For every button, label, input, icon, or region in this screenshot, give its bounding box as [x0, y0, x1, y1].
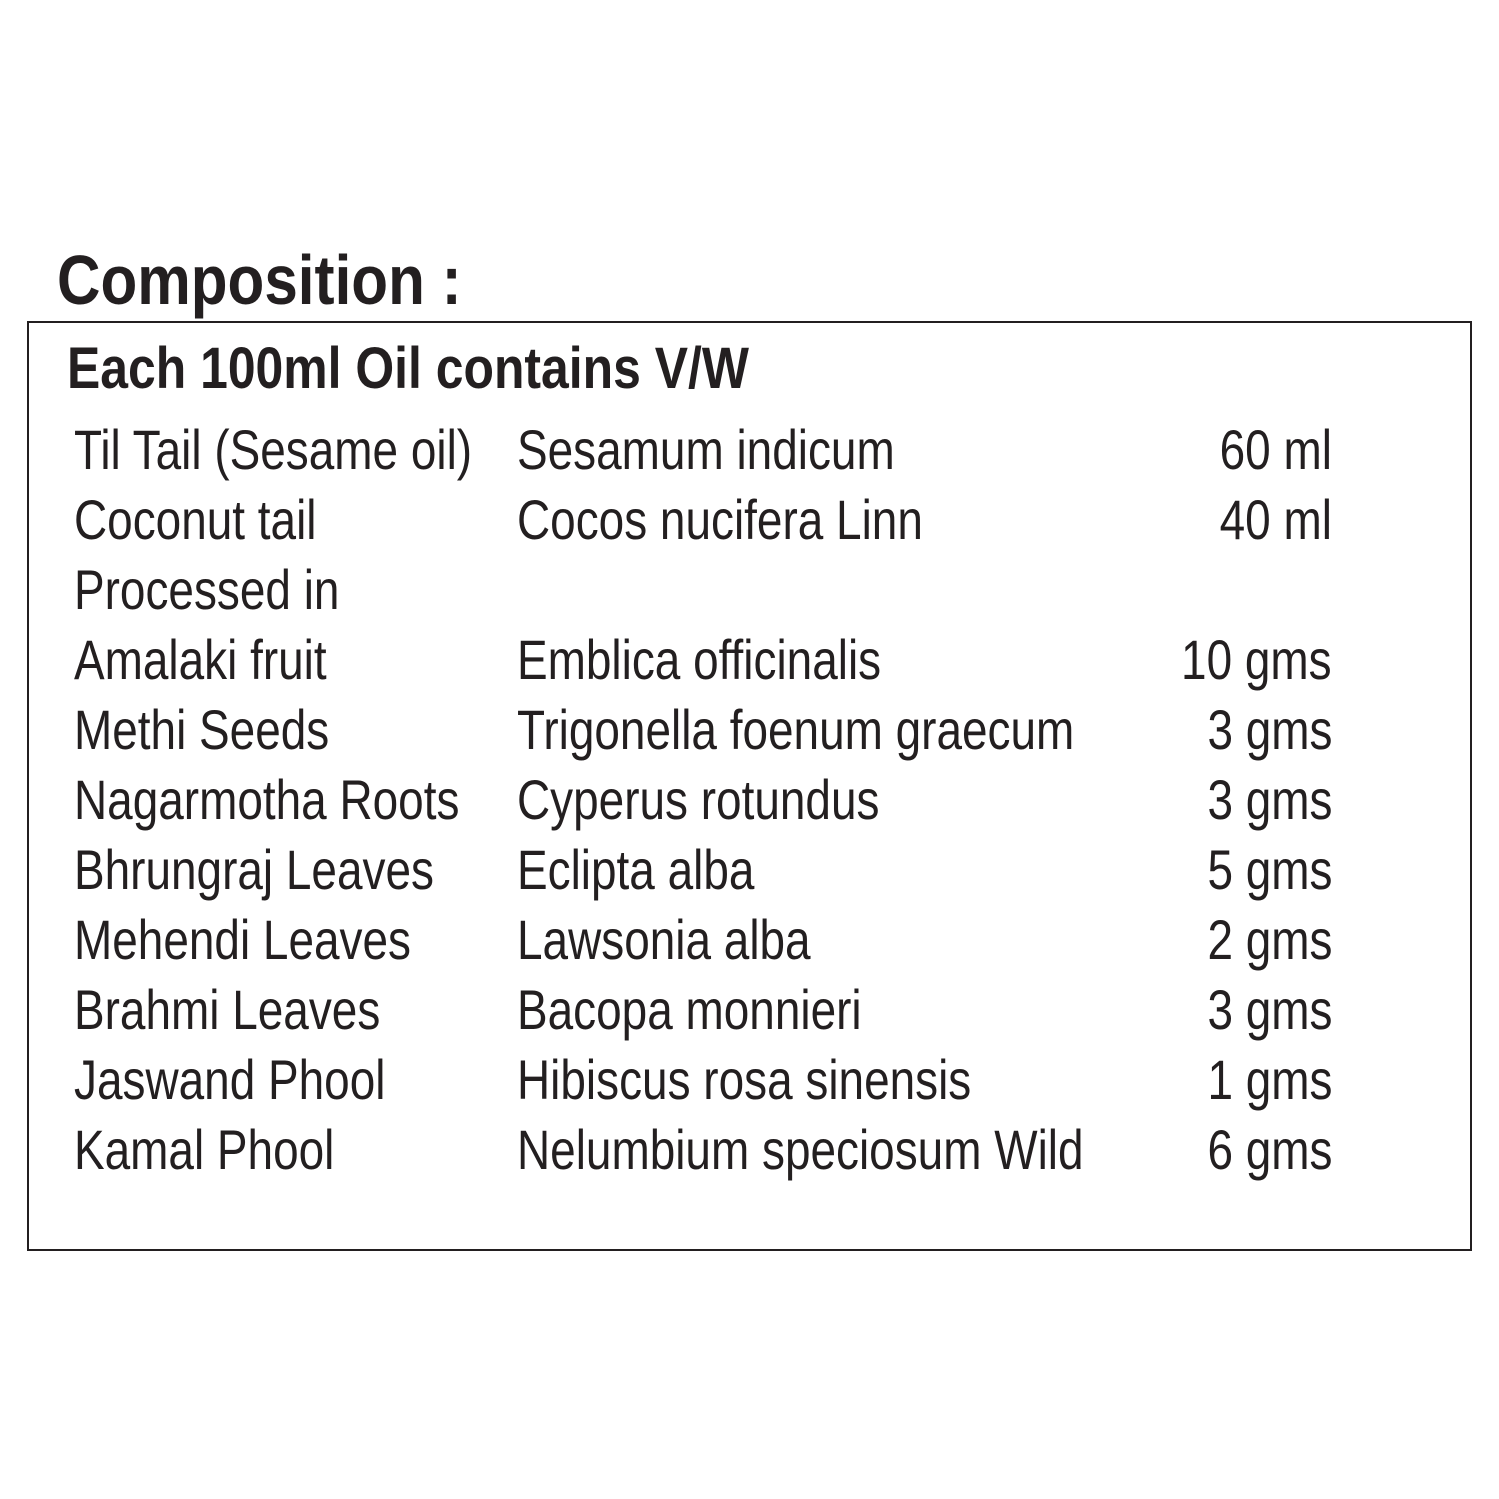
- ingredient-name: Jaswand Phool: [74, 1048, 386, 1111]
- ingredient-botanical: Hibiscus rosa sinensis: [517, 1048, 972, 1111]
- ingredient-name: Amalaki fruit: [74, 628, 327, 691]
- ingredient-list: [29, 415, 1470, 1185]
- ingredient-row: [29, 695, 1470, 765]
- ingredient-botanical: Cyperus rotundus: [517, 768, 880, 831]
- ingredient-name: Brahmi Leaves: [74, 978, 381, 1041]
- ingredient-name: Kamal Phool: [74, 1118, 335, 1181]
- composition-box: [27, 321, 1472, 1251]
- ingredient-botanical: Nelumbium speciosum Wild: [517, 1118, 1084, 1181]
- ingredient-botanical: Lawsonia alba: [517, 908, 811, 971]
- ingredient-row: [29, 1045, 1470, 1115]
- ingredient-quantity: 5 gms: [1206, 838, 1332, 901]
- ingredient-botanical: Emblica officinalis: [517, 628, 882, 691]
- ingredient-quantity: 10 gms: [1181, 628, 1332, 691]
- ingredient-botanical: Eclipta alba: [517, 838, 755, 901]
- ingredient-name: Til Tail (Sesame oil): [74, 418, 473, 481]
- ingredient-row: [29, 1115, 1470, 1185]
- composition-heading: Composition :: [57, 241, 462, 319]
- box-title: Each 100ml Oil contains V/W: [67, 336, 749, 401]
- ingredient-quantity: 40 ml: [1219, 488, 1332, 551]
- ingredient-name: Coconut tail: [74, 488, 317, 551]
- ingredient-row: [29, 485, 1470, 555]
- ingredient-name: Bhrungraj Leaves: [74, 838, 434, 901]
- ingredient-quantity: 3 gms: [1206, 978, 1332, 1041]
- ingredient-row: [29, 905, 1470, 975]
- ingredient-name: Processed in: [74, 558, 340, 621]
- ingredient-botanical: Sesamum indicum: [517, 418, 895, 481]
- ingredient-quantity: 6 gms: [1206, 1118, 1332, 1181]
- ingredient-botanical: Cocos nucifera Linn: [517, 488, 923, 551]
- ingredient-name: Methi Seeds: [74, 698, 330, 761]
- ingredient-quantity: 3 gms: [1206, 698, 1332, 761]
- ingredient-name: Nagarmotha Roots: [74, 768, 460, 831]
- ingredient-name: Mehendi Leaves: [74, 908, 411, 971]
- ingredient-quantity: 3 gms: [1206, 768, 1332, 831]
- ingredient-quantity: 60 ml: [1219, 418, 1332, 481]
- ingredient-row: [29, 415, 1470, 485]
- ingredient-quantity: 1 gms: [1206, 1048, 1332, 1111]
- ingredient-quantity: 2 gms: [1206, 908, 1332, 971]
- ingredient-row: [29, 975, 1470, 1045]
- ingredient-row: [29, 625, 1470, 695]
- ingredient-botanical: Trigonella foenum graecum: [517, 698, 1075, 761]
- ingredient-row: [29, 835, 1470, 905]
- ingredient-row: [29, 765, 1470, 835]
- ingredient-row: [29, 555, 1470, 625]
- ingredient-botanical: Bacopa monnieri: [517, 978, 862, 1041]
